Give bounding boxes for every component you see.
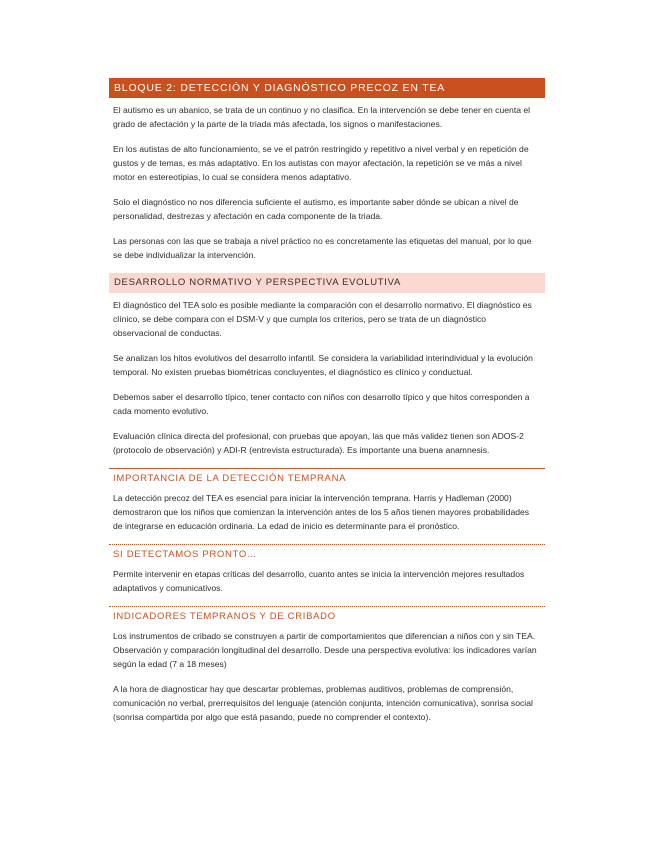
paragraph: Los instrumentos de cribado se construyen a partir de comportamientos que diferencian a niños con y sin TEA. Observación y comparación longitudinal del desarrollo. Desde una perspectiva evolutiva: los indicadores varían según la edad (7 a 18 meses) <box>113 631 537 669</box>
paragraph: Se analizan los hitos evolutivos del desarrollo infantil. Se considera la variabilidad interindividual y la evolución temporal. No existen pruebas biométricas concluyentes, el diagnóstico es clínico y conductual. <box>113 353 533 377</box>
paragraph: Debemos saber el desarrollo típico, tener contacto con niños con desarrollo típico y que hitos corresponden a cada momento evolutivo. <box>113 392 530 416</box>
paragraph: En los autistas de alto funcionamiento, se ve el patrón restringido y repetitivo a nivel verbal y en repetición de gustos y de temas, es más adaptativo. En los autistas con mayor afectación, la repetición se ve más a nivel motor en estereotipias, lo cual se considera menos adaptativo. <box>113 144 529 182</box>
paragraph: El autismo es un abanico, se trata de un continuo y no clasifica. En la intervención se debe tener en cuenta el grado de afectación y la parte de la triada más afectada, los signos o manifestaciones. <box>113 105 531 129</box>
paragraph: Las personas con las que se trabaja a nivel práctico no es concretamente las etiquetas del manual, por lo que se debe individualizar la intervención. <box>113 236 532 260</box>
paragraph: Permite intervenir en etapas críticas del desarrollo, cuanto antes se inicia la intervención mejores resultados adaptativos y comunicativos. <box>113 569 525 593</box>
paragraph: A la hora de diagnosticar hay que descartar problemas, problemas auditivos, problemas de comprensión, comunicación no verbal, prerrequisitos del lenguaje (atención conjunta, intención comunicativa), sonrisa social (sonrisa compartida por algo que está pasando, puede no comprender el contexto). <box>113 684 533 722</box>
section-heading-bloque-2: BLOQUE 2: DETECCIÓN Y DIAGNÓSTICO PRECOZ EN TEA <box>109 78 545 98</box>
document-content <box>109 78 545 735</box>
paragraph: El diagnóstico del TEA solo es posible mediante la comparación con el desarrollo normativo. El diagnóstico es clínico, se debe compara con el DSM-V y que cumpla los criterios, pero se trata de un diagnóstico observacional de conductas. <box>113 300 532 338</box>
section-heading-deteccion-temprana: IMPORTANCIA DE LA DETECCIÓN TEMPRANA <box>109 468 545 486</box>
paragraph: La detección precoz del TEA es esencial para iniciar la intervención temprana. Harris y Hadleman (2000) demostraron que los niños que comienzan la intervención antes de los 5 años tienen mayores probabilidades de integrarse en educación ordinaria. La edad de inicio es determinante para el pronóstico. <box>113 493 530 531</box>
paragraph: Solo el diagnóstico no nos diferencia suficiente el autismo, es importante saber dónde se ubican a nivel de personalidad, destrezas y afectación en cada componente de la triada. <box>113 197 519 221</box>
paragraph: Evaluación clínica directa del profesional, con pruebas que apoyan, las que más validez tienen son ADOS-2 (protocolo de observación) y ADI-R (entrevista estructurada). Es importante una buena anamnesis. <box>113 431 524 455</box>
section-heading-indicadores-tempranos: INDICADORES TEMPRANOS Y DE CRIBADO <box>109 606 545 624</box>
section-heading-si-detectamos-pronto: SI DETECTAMOS PRONTO… <box>109 544 545 562</box>
section-heading-desarrollo-normativo: DESARROLLO NORMATIVO Y PERSPECTIVA EVOLUTIVA <box>109 273 545 293</box>
